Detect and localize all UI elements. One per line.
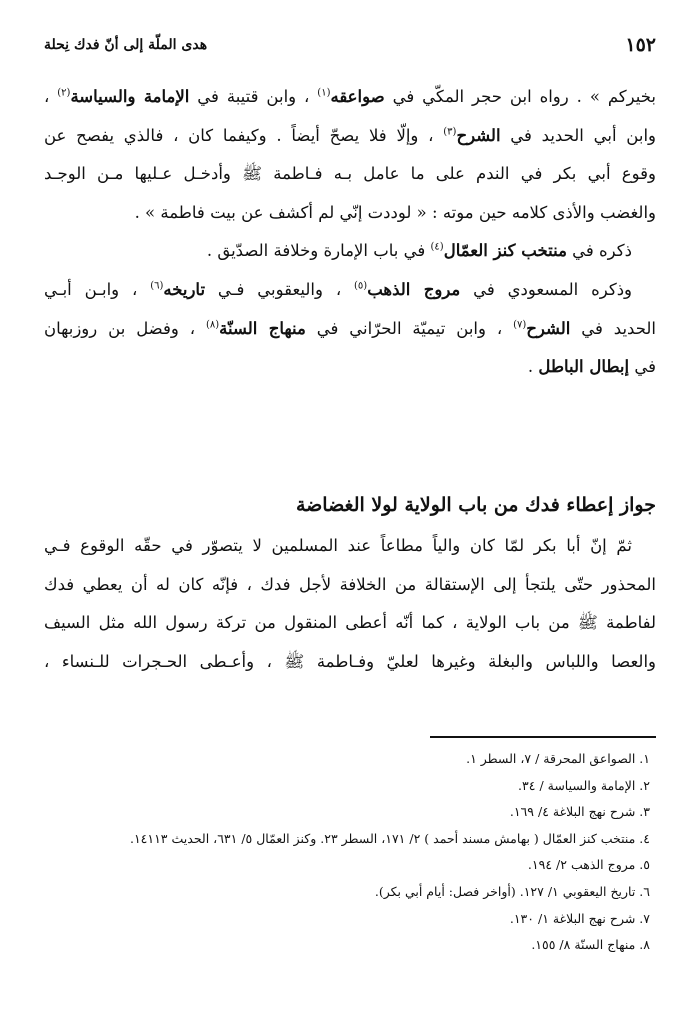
body-text [44, 78, 656, 387]
footnote-marker: (٦) [150, 280, 164, 292]
paragraph-1-line-1 [44, 78, 656, 117]
text-run: . [527, 357, 539, 377]
paragraph-3-line-3 [44, 348, 656, 387]
source-title: مروج الذهب [367, 279, 461, 299]
section-line-3: لفاطمة ﷺ من باب الولاية ، كما أنّه أعطى المنقول من تركة رسول الله مثل السيف [44, 613, 656, 633]
footnote-marker: (٨) [205, 319, 220, 331]
text-run: الحديد في [570, 318, 656, 338]
paragraph-1-line-2 [44, 117, 656, 156]
footnote-7: ٧. شرح نهج البلاغة ١/ ١٣٠. [509, 910, 650, 926]
text-run: ، وابن تيميّة الحرّاني في [305, 318, 514, 338]
text-run: ذكره في [566, 241, 632, 261]
text-run: وذكره المسعودي في [460, 279, 633, 299]
source-title: الشرح [456, 125, 501, 145]
footnote-3: ٣. شرح نهج البلاغة ٤/ ١٦٩. [509, 804, 650, 820]
text-run: ، وإلّا فلا يصحّ أيضاً . وكيفما كان ، فالذي يفصح عن [44, 125, 444, 145]
section-line-2: المحذور حتّى يلتجأ إلى الإستقالة من الخلافة لأجل فدك ، فإنّه كان له أن يعطي فدك [44, 574, 656, 594]
source-title: منهاج السنّة [219, 318, 306, 338]
footnote-divider [430, 736, 656, 738]
footnote-marker: (٢) [57, 87, 71, 99]
footnote-4: ٤. منتخب كنز العمّال ( بهامش مسند أحمد ) ٢/ ١٧١، السطر ٢٣. وكنز العمّال ٥/ ٦٣١، الحديث ١٤١١٣. [129, 830, 650, 846]
text-run: ، وفضل بن روزبهان [44, 318, 206, 338]
paragraph-2 [44, 232, 656, 271]
footnote-marker: (١) [317, 87, 331, 99]
footnote-6: ٦. تاريخ اليعقوبي ١/ ١٢٧. (أواخر فصل: أيام أبي بكر). [374, 883, 650, 899]
text-run: بخيركم » . رواه ابن حجر المكّي في [384, 87, 656, 106]
section-line-1: ثمّ إنّ أبا بكر لمّا كان والياً مطاعاً عند المسلمين لا يتصوّر في حقّه الوقوع فـي [44, 536, 632, 555]
footnote-2: ٢. الإمامة والسياسة / ٣٤. [518, 777, 650, 793]
footnotes [44, 746, 650, 959]
paragraph-3-line-2 [44, 310, 656, 349]
text-run: وابن أبي الحديد في [500, 125, 656, 145]
page-header [44, 32, 656, 58]
paragraph-3-line-1 [44, 271, 656, 310]
source-title: الشرح [526, 318, 571, 338]
footnote-marker: (٣) [443, 126, 457, 138]
text-run: ، وابن قتيبة في [189, 87, 318, 106]
text-run: ، [44, 87, 58, 106]
section-heading: جواز إعطاء فدك من باب الولاية لولا الغضاضة [295, 494, 656, 516]
footnote-1: ١. الصواعق المحرقة / ٧، السطر ١. [466, 751, 650, 766]
source-title: صواعقه [330, 87, 385, 106]
text-run: في [629, 357, 656, 377]
source-title: منتخب كنز العمّال [443, 241, 567, 261]
source-title: إبطال الباطل [538, 357, 630, 377]
source-title: الإمامة والسياسة [70, 87, 190, 106]
running-title: هدى الملّة إلى أنّ فدك نِحلة [44, 37, 208, 53]
paragraph-1-line-4: والغضب والأذى كلامه حين موته : « لوددت إنّي لم أكشف عن بيت فاطمة » . [134, 202, 656, 222]
footnote-marker: (٧) [513, 319, 527, 331]
footnote-marker: (٥) [354, 280, 368, 292]
text-run: في باب الإمارة وخلافة الصدّيق . [206, 241, 431, 261]
source-title: تاريخه [163, 279, 206, 299]
paragraph-1-line-3: وقوع أبي بكر في الندم على ما عامل بـه فـاطمة ﷺ وأدخـل عـليها مـن الوجـد [44, 164, 656, 184]
footnote-5: ٥. مروج الذهب ٢/ ١٩٤. [527, 857, 650, 873]
section-line-4: والعصا واللباس والبغلة وغيرها لعليّ وفـاطمة ﷺ ، وأعـطى الحـجرات للـنساء ، [44, 651, 656, 671]
page-number: ١٥٢ [625, 34, 656, 56]
footnote-8: ٨. منهاج السنّة ٨/ ١٥٥. [531, 937, 650, 953]
text-run: ، واليعقوبي فـي [205, 279, 354, 299]
section-body [44, 527, 656, 681]
footnote-marker: (٤) [430, 241, 444, 253]
text-run: ، وابـن أبـي [44, 279, 151, 299]
